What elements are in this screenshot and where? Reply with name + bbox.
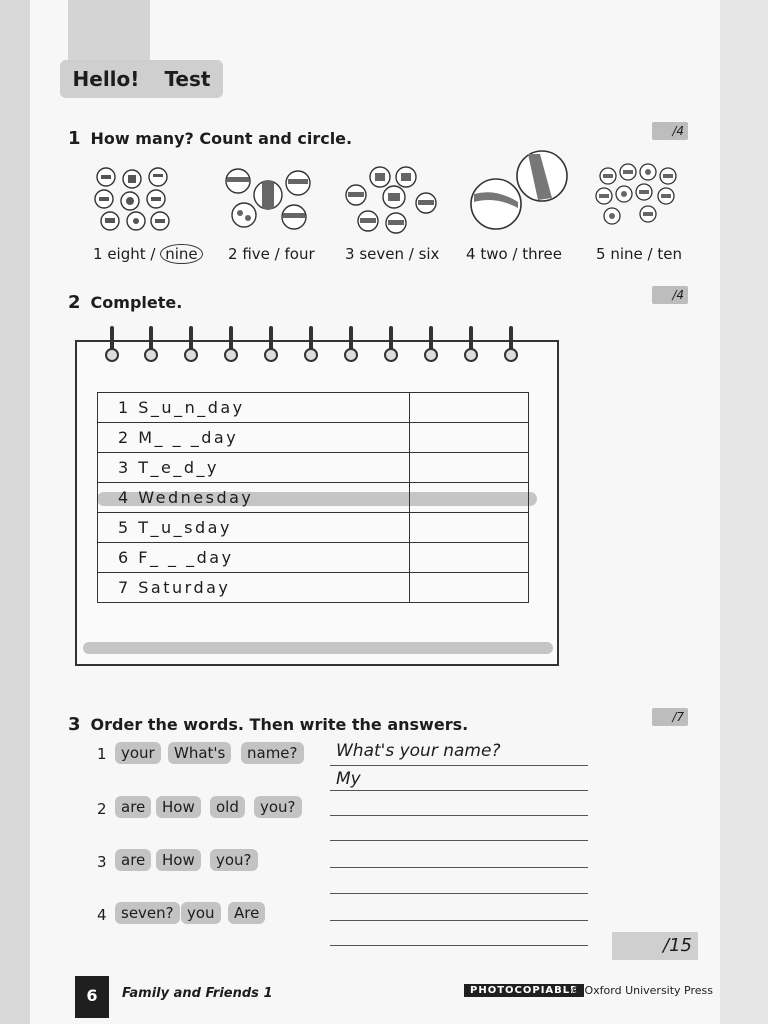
publisher-credit: © Oxford University Press xyxy=(570,984,714,997)
blank-cell[interactable] xyxy=(410,543,529,573)
option-b: three xyxy=(522,245,562,263)
count-option-3[interactable]: 3 seven / six xyxy=(345,245,440,263)
ring-icon xyxy=(304,326,318,362)
blank-cell[interactable] xyxy=(410,453,529,483)
count-option-2[interactable]: 2 five / four xyxy=(228,245,315,263)
option-number: 2 xyxy=(228,245,238,263)
word-chip[interactable]: What's xyxy=(168,742,231,764)
page-number: 6 xyxy=(75,976,109,1018)
blank-cell[interactable] xyxy=(410,483,529,513)
word-chip[interactable]: you? xyxy=(254,796,302,818)
page-title xyxy=(60,60,223,98)
section-1-number: 1 xyxy=(68,128,81,149)
answer-line[interactable] xyxy=(330,945,588,946)
option-a: seven xyxy=(359,245,404,263)
word-chip[interactable]: old xyxy=(210,796,245,818)
photocopiable-badge: PHOTOCOPIABLE xyxy=(464,984,584,997)
answer-reply-1: My xyxy=(336,769,361,789)
table-row xyxy=(98,543,529,573)
ring-icon xyxy=(464,326,478,362)
blank-cell[interactable] xyxy=(410,393,529,423)
table-row xyxy=(98,453,529,483)
title-test: Test xyxy=(164,67,211,91)
total-score: /15 xyxy=(612,932,698,960)
day-cell: 1 S_u_n_day xyxy=(98,393,410,423)
option-a: two xyxy=(480,245,508,263)
section-3-score: /7 xyxy=(652,708,688,726)
option-b: six xyxy=(418,245,440,263)
title-tab xyxy=(68,0,150,60)
count-option-4[interactable]: 4 two / three xyxy=(466,245,562,263)
answer-line[interactable] xyxy=(330,765,588,766)
day-cell: 7 Saturday xyxy=(98,573,410,603)
answer-line[interactable] xyxy=(330,840,588,841)
word-chip[interactable]: your xyxy=(115,742,161,764)
ring-icon xyxy=(504,326,518,362)
blank-cell[interactable] xyxy=(410,513,529,543)
word-chip[interactable]: you xyxy=(181,902,221,924)
row-4-number: 4 xyxy=(97,906,107,924)
page-binding-edge xyxy=(0,0,30,1024)
ring-icon xyxy=(344,326,358,362)
day-cell: 2 M_ _ _day xyxy=(98,423,410,453)
day-cell: 6 F_ _ _day xyxy=(98,543,410,573)
answer-question-1: What's your name? xyxy=(336,741,501,761)
table-row xyxy=(98,423,529,453)
ring-icon xyxy=(105,326,119,362)
section-2-score: /4 xyxy=(652,286,688,304)
section-1-instruction: How many? Count and circle. xyxy=(90,129,353,148)
count-option-1[interactable]: 1 eight / nine xyxy=(93,245,203,263)
section-2-number: 2 xyxy=(68,292,81,313)
bleed-through-page-edge xyxy=(720,0,768,1024)
option-number: 1 xyxy=(93,245,103,263)
word-chip[interactable]: How xyxy=(156,849,201,871)
balls-group-3 xyxy=(344,165,440,237)
word-chip[interactable]: How xyxy=(156,796,201,818)
row-3-number: 3 xyxy=(97,853,107,871)
section-1-heading xyxy=(68,128,352,149)
balls-group-2 xyxy=(222,165,317,237)
count-option-5[interactable]: 5 nine / ten xyxy=(596,245,682,263)
answer-line[interactable] xyxy=(330,893,588,894)
section-2-heading xyxy=(68,292,182,313)
option-number: 3 xyxy=(345,245,355,263)
table-row xyxy=(98,513,529,543)
day-cell: 4 Wednesday xyxy=(98,483,410,513)
word-chip[interactable]: you? xyxy=(210,849,258,871)
row-1-number: 1 xyxy=(97,745,107,763)
blank-cell[interactable] xyxy=(410,573,529,603)
table-row xyxy=(98,393,529,423)
answer-line[interactable] xyxy=(330,920,588,921)
ring-icon xyxy=(424,326,438,362)
balls-group-5 xyxy=(594,162,684,228)
title-hello: Hello! xyxy=(72,67,140,91)
section-2-instruction: Complete. xyxy=(90,293,183,312)
notebook-rings xyxy=(95,326,525,366)
answer-line[interactable] xyxy=(330,815,588,816)
balls-group-4 xyxy=(468,148,572,236)
table-row xyxy=(98,483,529,513)
option-b: four xyxy=(284,245,315,263)
ring-icon xyxy=(184,326,198,362)
option-number: 4 xyxy=(466,245,476,263)
book-title: Family and Friends 1 xyxy=(122,986,273,1001)
table-row xyxy=(98,573,529,603)
ring-icon xyxy=(224,326,238,362)
option-a: eight xyxy=(107,245,146,263)
word-chip[interactable]: seven? xyxy=(115,902,180,924)
day-cell: 3 T_e_d_y xyxy=(98,453,410,483)
section-3-instruction: Order the words. Then write the answers. xyxy=(90,715,469,734)
days-table xyxy=(97,392,529,603)
smudge-mark xyxy=(83,642,553,654)
word-chip[interactable]: are xyxy=(115,849,151,871)
ring-icon xyxy=(384,326,398,362)
option-b-circled: nine xyxy=(160,244,202,264)
section-3-number: 3 xyxy=(68,714,81,735)
word-chip[interactable]: are xyxy=(115,796,151,818)
blank-cell[interactable] xyxy=(410,423,529,453)
option-a: five xyxy=(242,245,270,263)
row-2-number: 2 xyxy=(97,800,107,818)
word-chip[interactable]: name? xyxy=(241,742,304,764)
ring-icon xyxy=(144,326,158,362)
ring-icon xyxy=(264,326,278,362)
option-number: 5 xyxy=(596,245,606,263)
balls-group-1 xyxy=(92,165,182,235)
day-cell: 5 T_u_sday xyxy=(98,513,410,543)
answer-line[interactable] xyxy=(330,790,588,791)
word-chip[interactable]: Are xyxy=(228,902,265,924)
section-3-heading xyxy=(68,714,468,735)
section-1-score: /4 xyxy=(652,122,688,140)
answer-line[interactable] xyxy=(330,867,588,868)
option-a: nine xyxy=(610,245,643,263)
option-b: ten xyxy=(657,245,682,263)
